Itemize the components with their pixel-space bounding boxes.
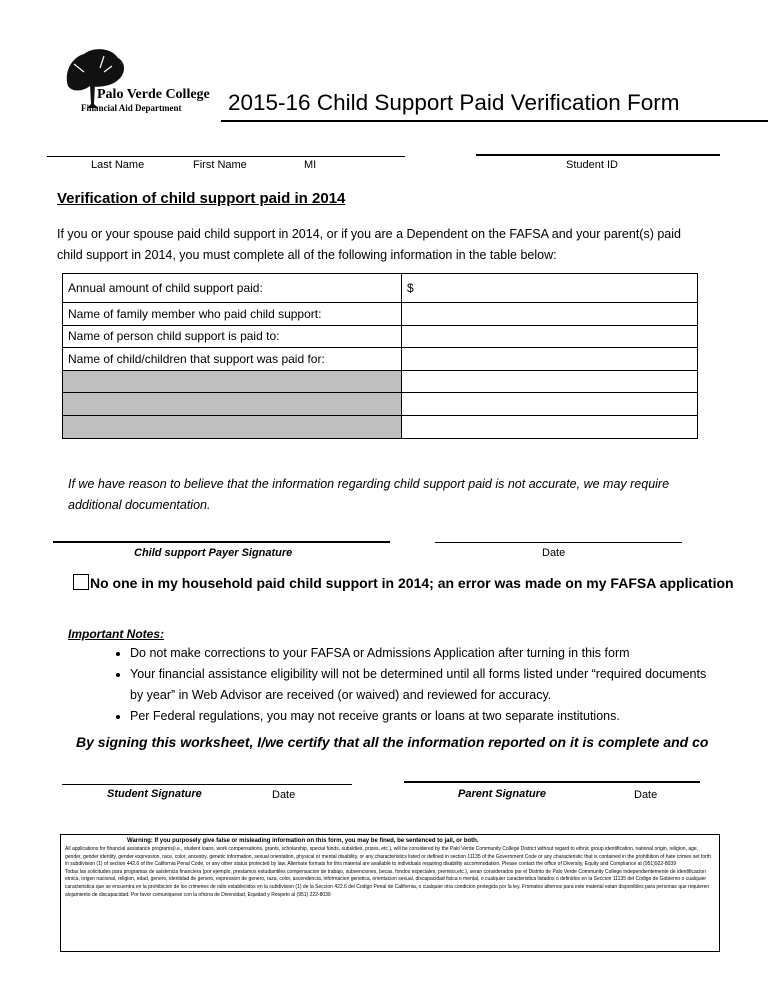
important-notes-list — [110, 643, 710, 727]
payer-signature-line — [53, 541, 390, 543]
table-row — [63, 274, 698, 303]
payer-signature-label: Child support Payer Signature — [134, 547, 293, 559]
recipient-label: Name of person child support is paid to: — [63, 325, 402, 348]
note-item: • Per Federal regulations, you may not receive grants or loans at two separate institutions. — [130, 706, 710, 727]
note-item: • Your financial assistance eligibility will not be determined until all forms listed under “required documents by year” in Web Advisor are received (or waived) and reviewed for accuracy. — [130, 664, 710, 706]
child-name-field[interactable] — [402, 415, 698, 438]
recipient-field[interactable] — [402, 325, 698, 348]
important-notes-title: Important Notes: — [68, 627, 164, 641]
warning-english-text: All applications for financial assistance programs(i.e., student loans, work compensations, grants, scholarship, special funds, subsidies, prizes, etc.), will be considered by the Palo Verde Community College District without regard to ethnic group identification, national origin, religion, age, gender, gender identity, gender expression, race, color, ancestry, genetic information, sexual orientation, physical or mental disability, or any characteristics listed or defined in section 11135 of the Government Code or any characteristic that is contained in the prohibition of hate crimes set forth in subdivision (1) of section 442.6 of the California Penal Code, or any other status protected by law. Alternate formats for this material are available to individuals requiring disability accommodation. Please contact the office of Diversity, Equity and Compliance at (951)922-8039 — [65, 846, 711, 868]
child-name-field[interactable] — [402, 393, 698, 416]
annual-amount-field[interactable]: $ — [402, 274, 698, 303]
table-row — [63, 393, 698, 416]
student-signature-line — [62, 784, 352, 785]
payer-family-member-label: Name of family member who paid child support: — [63, 303, 402, 326]
accuracy-note: If we have reason to believe that the information regarding child support paid is not accurate, we may require additional documentation. — [68, 477, 670, 512]
payer-family-member-field[interactable] — [402, 303, 698, 326]
table-row — [63, 303, 698, 326]
student-id-label: Student ID — [566, 159, 618, 171]
warning-title: Warning: If you purposely give false or misleading information on this form, you may be fined, be sentenced to jail, or both. — [127, 838, 479, 844]
payer-date-line — [435, 542, 682, 543]
parent-signature-label: Parent Signature — [458, 788, 547, 800]
parent-signature-line — [404, 781, 700, 783]
section-title: Verification of child support paid in 2014 — [57, 190, 346, 207]
college-name: Palo Verde College — [97, 87, 210, 102]
student-id-line — [476, 154, 720, 156]
certification-statement: By signing this worksheet, I/we certify that all the information reported on it is complete and co — [76, 734, 709, 750]
last-name-label: Last Name — [91, 159, 145, 171]
mi-label: MI — [304, 159, 317, 171]
table-row — [63, 325, 698, 348]
annual-amount-label: Annual amount of child support paid: — [63, 274, 402, 303]
student-date-label: Date — [272, 789, 296, 801]
student-signature-label: Student Signature — [107, 788, 202, 800]
table-row — [63, 348, 698, 371]
child-name-field[interactable] — [402, 370, 698, 393]
children-label: Name of child/children that support was paid for: — [63, 348, 402, 371]
section-instructions: If you or your spouse paid child support in 2014, or if you are a Dependent on the FAFSA and your parent(s) paid child support in 2014, you must complete all of the following information in the table below: — [57, 227, 681, 262]
warning-spanish-text: Todas las solicitudes para programas de asistencia financiera (por ejemplo, prestamos estudiantiles compensacion de trabajo, subvenciones, becas, fondos especiales, premios,etc.), seran considerados por el Distrito de Palo Verde Community College independientemente de identificacion etnica, origen nacional, religion, edad, genero, identidad de genero, expression de genero, raza, color, ascendencia, informacion genetica, orientacion sexual, discapacidad fisica o mental, o cualquier caracteristica listados o definidos en la Seccion 11135 del Codigo de Gobierno o cualquier caracteristica que se encuentra en la prohibicion de los crimenes de odio establecidos en la subdivision (1) de la Seccion 422.6 del Codigo Penal de California, o cualquier otra condicion protegida por la ley. Fromatos alternos para este material estan disponibles para personas que requieren alojamiento de discapacidad. Por favor comuniquese con la oficina de Diversidad, Equidad y Respeto al (951) 222-8039 — [65, 868, 710, 898]
warning-box — [60, 834, 720, 952]
shaded-cell — [63, 393, 402, 416]
shaded-cell — [63, 370, 402, 393]
children-field[interactable] — [402, 348, 698, 371]
child-support-table — [62, 273, 698, 439]
no-child-support-checkbox[interactable] — [73, 574, 89, 590]
student-name-line — [47, 156, 405, 157]
first-name-label: First Name — [193, 159, 247, 171]
note-item: • Do not make corrections to your FAFSA or Admissions Application after turning in this form — [130, 643, 710, 664]
payer-date-label: Date — [542, 547, 566, 559]
parent-date-label: Date — [634, 789, 658, 801]
shaded-cell — [63, 415, 402, 438]
form-title: 2015-16 Child Support Paid Verification Form — [228, 90, 680, 115]
no-child-support-statement: No one in my household paid child support in 2014; an error was made on my FAFSA application — [90, 575, 734, 591]
department-name: Financial Aid Department — [81, 103, 182, 113]
table-row — [63, 415, 698, 438]
table-row — [63, 370, 698, 393]
header-divider — [221, 120, 768, 122]
